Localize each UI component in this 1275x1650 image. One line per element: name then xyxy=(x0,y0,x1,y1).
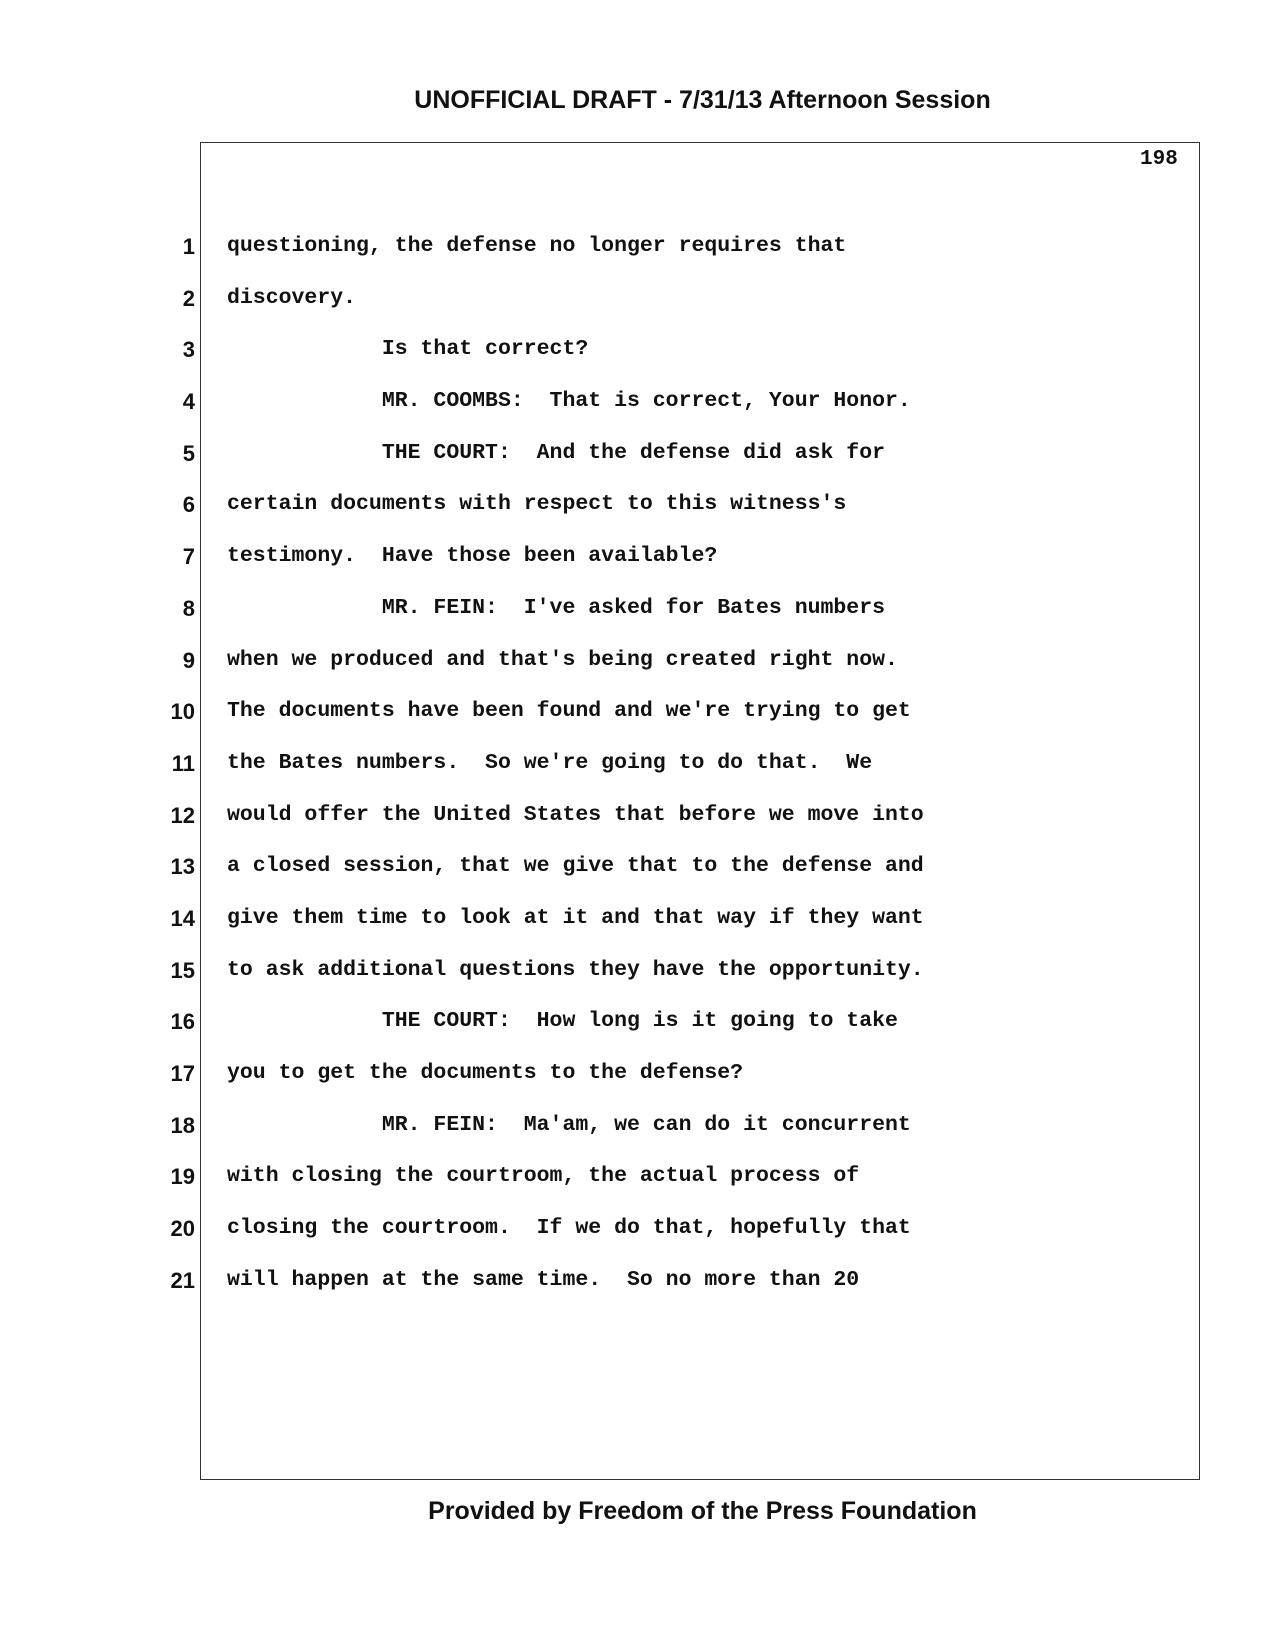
line-number: 9 xyxy=(182,647,195,673)
line-text: MR. FEIN: I've asked for Bates numbers xyxy=(227,595,886,620)
transcript-line xyxy=(0,906,1275,958)
line-text: with closing the courtroom, the actual process of xyxy=(227,1164,860,1189)
line-number: 16 xyxy=(170,1009,195,1035)
line-text: the Bates numbers. So we're going to do that. We xyxy=(227,750,873,775)
line-number: 19 xyxy=(170,1164,195,1190)
transcript-line xyxy=(0,854,1275,906)
line-number: 2 xyxy=(182,285,195,311)
line-text: to ask additional questions they have the opportunity. xyxy=(227,957,924,982)
transcript-line xyxy=(0,1268,1275,1320)
line-number: 8 xyxy=(182,595,195,621)
transcript-line xyxy=(0,544,1275,596)
transcript-line xyxy=(0,958,1275,1010)
line-number: 14 xyxy=(170,905,195,931)
transcript-line xyxy=(0,648,1275,700)
line-number: 17 xyxy=(170,1061,195,1086)
transcript-line xyxy=(0,1061,1275,1113)
transcript-line xyxy=(0,596,1275,648)
line-text: Is that correct? xyxy=(227,337,589,362)
document-footer: Provided by Freedom of the Press Foundation xyxy=(428,1497,977,1525)
line-text: MR. COOMBS: That is correct, Your Honor. xyxy=(227,389,911,414)
line-number: 10 xyxy=(170,699,195,725)
line-text: would offer the United States that before we move into xyxy=(227,802,924,827)
transcript-line xyxy=(0,234,1275,286)
line-text: you to get the documents to the defense? xyxy=(227,1061,744,1085)
transcript-line xyxy=(0,803,1275,855)
transcript-line xyxy=(0,751,1275,803)
transcript-line xyxy=(0,1164,1275,1216)
transcript-line xyxy=(0,389,1275,441)
line-number: 13 xyxy=(170,854,195,880)
line-text: closing the courtroom. If we do that, hopefully that xyxy=(227,1216,911,1241)
line-number: 5 xyxy=(182,440,195,466)
line-number: 20 xyxy=(170,1216,195,1242)
line-number: 12 xyxy=(170,802,195,828)
document-header: UNOFFICIAL DRAFT - 7/31/13 Afternoon Session xyxy=(414,86,991,114)
line-number: 7 xyxy=(182,544,195,570)
line-number: 1 xyxy=(182,234,195,259)
line-text: a closed session, that we give that to the defense and xyxy=(227,854,924,879)
transcript-line xyxy=(0,441,1275,493)
line-number: 4 xyxy=(182,389,195,415)
line-number: 18 xyxy=(170,1112,195,1138)
line-text: The documents have been found and we're trying to get xyxy=(227,699,911,724)
transcript-line xyxy=(0,1113,1275,1165)
transcript-line xyxy=(0,699,1275,751)
transcript-line xyxy=(0,1009,1275,1061)
line-text: certain documents with respect to this witness's xyxy=(227,492,847,517)
line-number: 21 xyxy=(170,1267,195,1293)
line-text: THE COURT: And the defense did ask for xyxy=(227,440,886,465)
line-text: give them time to look at it and that way if they want xyxy=(227,905,924,930)
transcript-line xyxy=(0,286,1275,338)
transcript-line xyxy=(0,1216,1275,1268)
line-text: discovery. xyxy=(227,285,357,310)
line-text: THE COURT: How long is it going to take xyxy=(227,1009,898,1034)
line-number: 11 xyxy=(171,750,195,776)
line-number: 3 xyxy=(182,337,195,363)
line-number: 15 xyxy=(170,957,195,983)
line-text: MR. FEIN: Ma'am, we can do it concurrent xyxy=(227,1112,911,1137)
transcript-line xyxy=(0,492,1275,544)
line-text: when we produced and that's being created right now. xyxy=(227,647,898,672)
line-number: 6 xyxy=(182,492,195,518)
page-number: 198 xyxy=(1140,148,1178,171)
transcript-lines xyxy=(0,234,1275,1319)
line-text: will happen at the same time. So no more than 20 xyxy=(227,1267,860,1292)
line-text: questioning, the defense no longer requires that xyxy=(227,234,847,258)
transcript-line xyxy=(0,337,1275,389)
line-text: testimony. Have those been available? xyxy=(227,544,718,569)
